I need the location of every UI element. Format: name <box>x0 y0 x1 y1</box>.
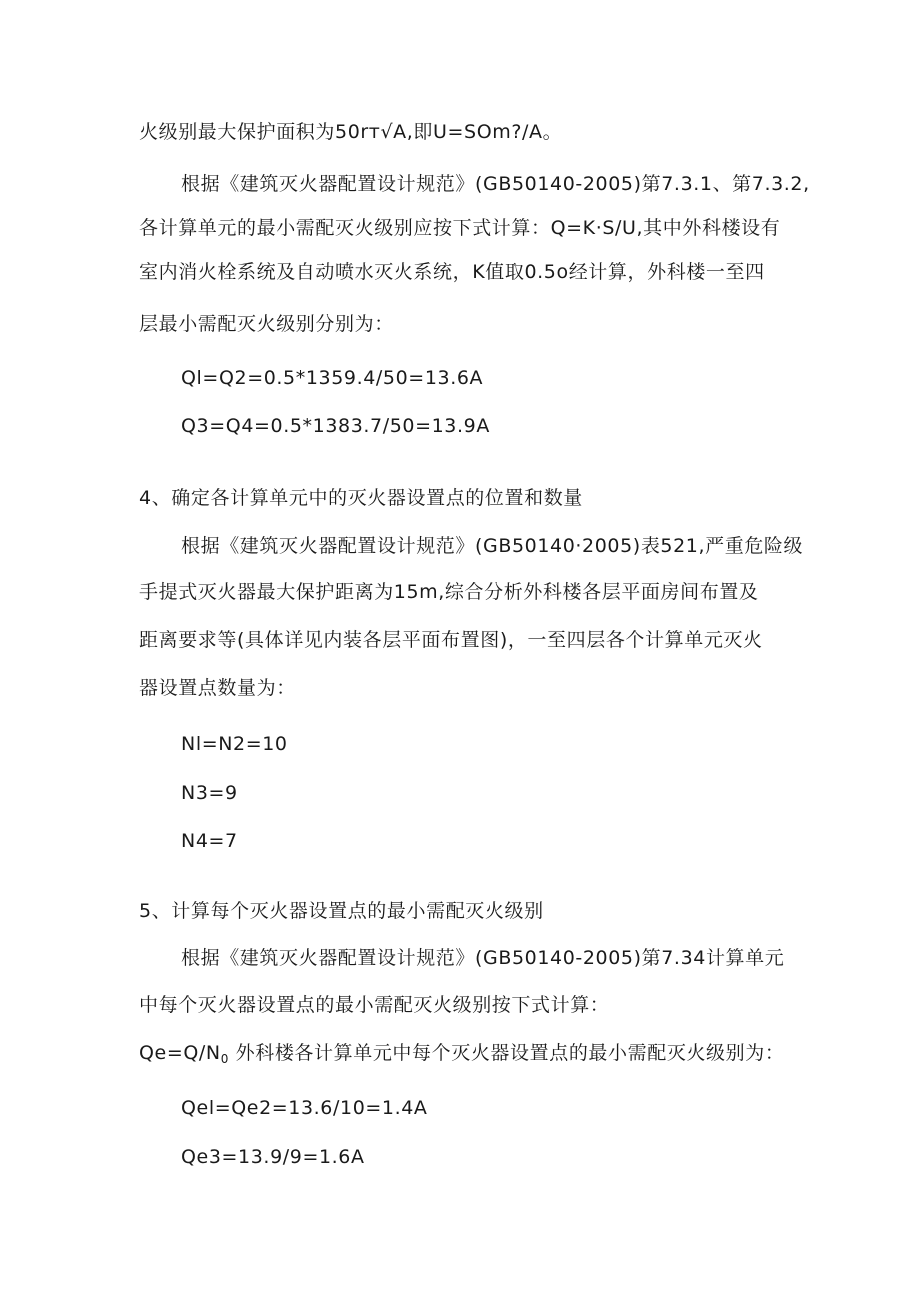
formula-line: Qe3=13.9∕9=1.6A <box>181 1146 365 1168</box>
text-line: 手提式灭火器最大保护距离为15m,综合分析外科楼各层平面房间布置及 <box>139 581 759 603</box>
text-continuation: 外科楼各计算单元中每个灭火器设置点的最小需配灭火级别为： <box>235 1042 785 1064</box>
text-line: 层最小需配灭火级别分别为： <box>139 313 394 335</box>
formula-line: N4=7 <box>181 830 238 852</box>
text-line: 室内消火栓系统及自动喷水灭火系统，K值取0.5o经计算，外科楼一至四 <box>139 261 765 283</box>
formula-line: N3=9 <box>181 782 238 804</box>
text-line: 器设置点数量为： <box>139 677 296 699</box>
formula-line: Ql=Q2=0.5*1359.4∕50=13.6A <box>181 367 484 389</box>
text-line: 距离要求等(具体详见内装各层平面布置图)，一至四层各个计算单元灭火 <box>139 629 763 651</box>
text-line: 火级别最大保护面积为50rт√A,即U=SOm?/A。 <box>139 121 563 143</box>
text-line: 根据《建筑灭火器配置设计规范》(GB50140-2005)第7.3.1、第7.3.2, <box>181 173 810 195</box>
text-line: 各计算单元的最小需配灭火级别应按下式计算：Q=K·S∕U,其中外科楼设有 <box>139 217 781 239</box>
text-line: 中每个灭火器设置点的最小需配灭火级别按下式计算： <box>139 994 610 1016</box>
subscript: 0 <box>220 1052 229 1066</box>
text-line <box>139 1041 784 1067</box>
section-heading: 5、计算每个灭火器设置点的最小需配灭火级别 <box>139 900 544 922</box>
text-line: 根据《建筑灭火器配置设计规范》(GB50140-2005)第7.34计算单元 <box>181 947 785 969</box>
formula-text: Qe=Q∕N <box>139 1042 221 1064</box>
text-line: 根据《建筑灭火器配置设计规范》(GB50140·2005)表521,严重危险级 <box>181 535 804 557</box>
formula-line: Qel=Qe2=13.6∕10=1.4A <box>181 1097 428 1119</box>
formula-line: Q3=Q4=0.5*1383.7∕50=13.9A <box>181 415 490 437</box>
section-heading: 4、确定各计算单元中的灭火器设置点的位置和数量 <box>139 487 583 509</box>
formula-line: Nl=N2=10 <box>181 733 288 755</box>
